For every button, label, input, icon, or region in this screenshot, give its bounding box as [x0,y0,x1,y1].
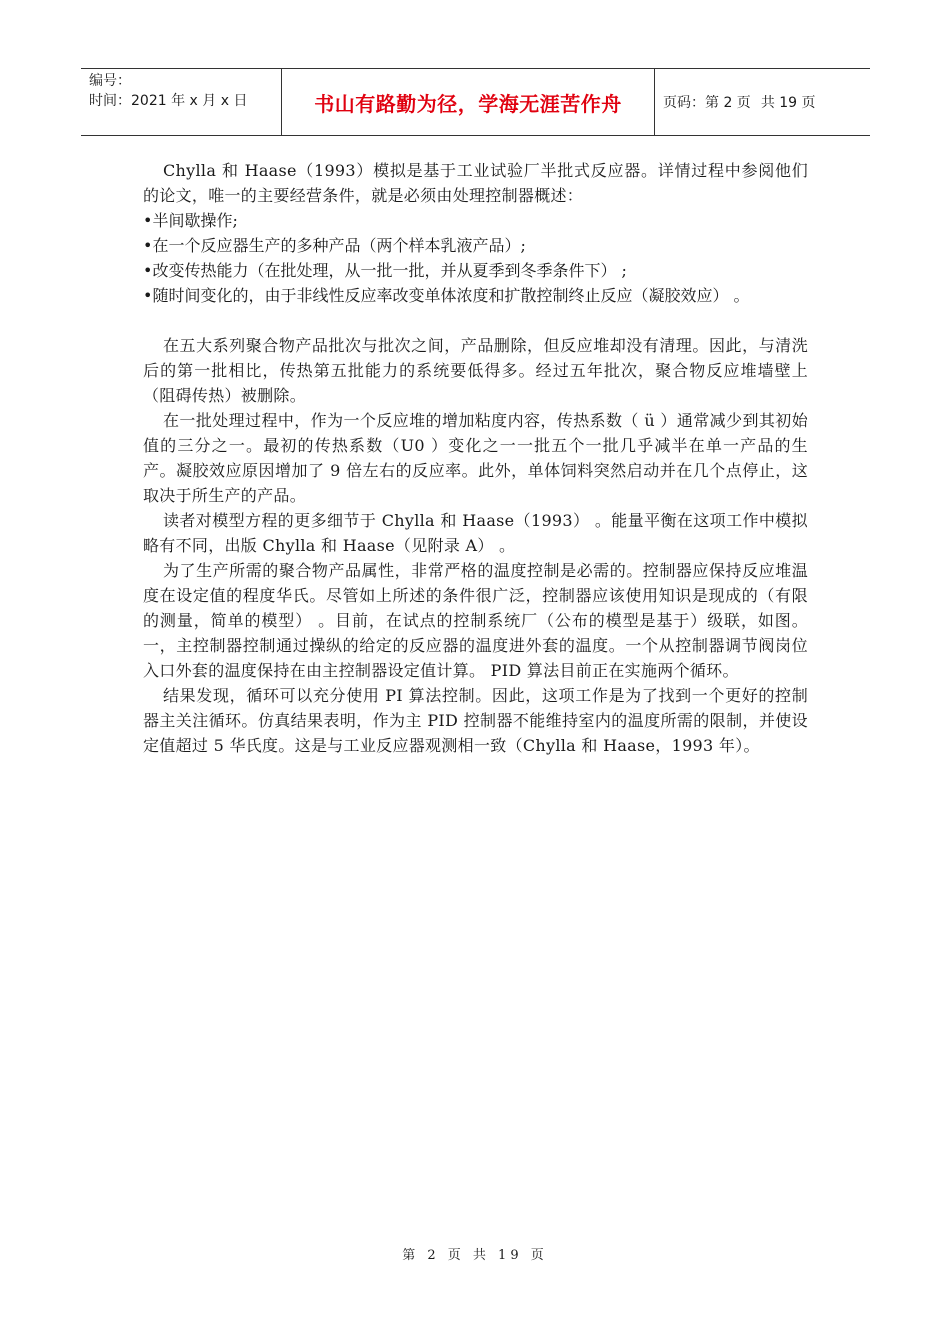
paragraph-3: 在一批处理过程中，作为一个反应堆的增加粘度内容，传热系数（ ü ）通常减少到其初始值的三分之一。最初的传热系数（U0 ）变化之一一批五个一批几乎减半在单一产品的生产。凝胶效应原因增加了 9 倍左右的反应率。此外，单体饲料突然启动并在几个点停止，这取决于所生产的产品。 [143,411,808,505]
page-label: 页码：第 2 页 [663,95,751,111]
page-footer: 第 2 页 共 19 页 [402,1248,548,1263]
bullet-item: •改变传热能力（在批处理，从一批一批，并从夏季到冬季条件下） ; [143,261,627,280]
time-label: 时间：2021 年 x 月 x 日 [89,93,248,109]
bullet-item: •半间歇操作; [143,211,238,230]
header-left-cell [81,69,281,135]
paragraph-6: 结果发现，循环可以充分使用 PI 算法控制。因此，这项工作是为了找到一个更好的控制器主关注循环。仿真结果表明，作为主 PID 控制器不能维持室内的温度所需的限制，并使设定值超过 5 华氏度。这是与工业反应器观测相一致（Chylla 和 Haase，1993 年）。 [143,686,808,755]
motto-text: 书山有路勤为径，学海无涯苦作舟 [314,91,622,116]
header-motto-cell [281,69,655,135]
page-header [81,68,870,136]
header-page-cell [655,69,870,135]
paragraph-4: 读者对模型方程的更多细节于 Chylla 和 Haase（1993） 。能量平衡在这项工作中模拟略有不同，出版 Chylla 和 Haase（见附录 A） 。 [143,511,808,555]
paragraph-2: 在五大系列聚合物产品批次与批次之间，产品删除，但反应堆却没有清理。因此，与清洗后的第一批相比，传热第五批能力的系统要低得多。经过五年批次，聚合物反应堆墙壁上（阻碍传热）被删除。 [143,336,808,405]
bullet-item: •在一个反应器生产的多种产品（两个样本乳液产品）; [143,236,526,255]
paragraph-1: Chylla 和 Haase（1993）模拟是基于工业试验厂半批式反应器。详情过程中参阅他们的论文，唯一的主要经营条件，就是必须由处理控制器概述： [143,161,808,205]
bullet-item: •随时间变化的，由于非线性反应率改变单体浓度和扩散控制终止反应（凝胶效应） 。 [143,286,750,305]
paragraph-gap [143,308,808,333]
total-label: 共 19 页 [760,95,816,111]
document-body [143,158,808,758]
number-label: 编号： [89,73,131,89]
paragraph-5: 为了生产所需的聚合物产品属性，非常严格的温度控制是必需的。控制器应保持反应堆温度在设定值的程度华氏。尽管如上所述的条件很广泛，控制器应该使用知识是现成的（有限的测量，简单的模型） 。目前，在试点的控制系统厂（公布的模型是基于）级联，如图。一，主控制器控制通过操纵的给定的反应器的温度进外套的温度。一个从控制器调节阀岗位入口外套的温度保持在由主控制器设定值计算。 PID 算法目前正在实施两个循环。 [143,561,808,680]
